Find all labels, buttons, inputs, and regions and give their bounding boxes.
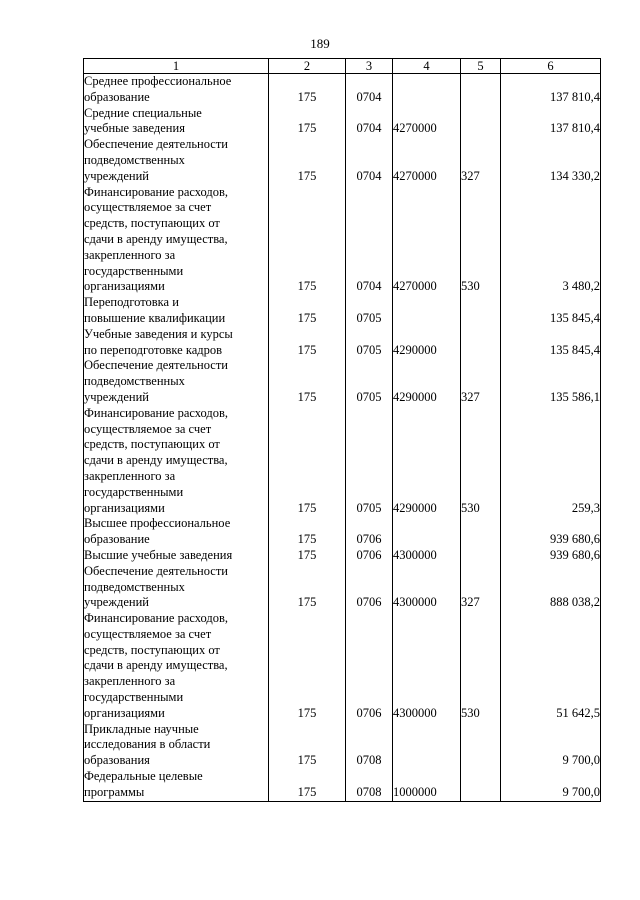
section-code: 0705	[346, 327, 393, 359]
chapter-code: 175	[269, 137, 346, 184]
table-row	[84, 516, 601, 548]
amount: 135 586,1	[501, 358, 601, 405]
chapter-code: 175	[269, 516, 346, 548]
expense-type-code: 327	[461, 137, 501, 184]
target-article-code	[393, 516, 461, 548]
row-name: Учебные заведения и курсы по переподготовке кадров	[84, 327, 269, 359]
amount: 259,3	[501, 406, 601, 517]
amount: 51 642,5	[501, 611, 601, 722]
row-name: Высшие учебные заведения	[84, 548, 269, 564]
amount: 135 845,4	[501, 327, 601, 359]
table-row	[84, 137, 601, 184]
section-code: 0704	[346, 74, 393, 106]
table-row	[84, 327, 601, 359]
section-code: 0705	[346, 358, 393, 405]
row-name: Высшее профессиональное образование	[84, 516, 269, 548]
budget-table	[83, 58, 601, 802]
row-name: Переподготовка и повышение квалификации	[84, 295, 269, 327]
chapter-code: 175	[269, 327, 346, 359]
section-code: 0704	[346, 137, 393, 184]
table-row	[84, 548, 601, 564]
section-code: 0708	[346, 769, 393, 801]
expense-type-code	[461, 516, 501, 548]
chapter-code: 175	[269, 185, 346, 296]
page-number: 189	[310, 36, 330, 51]
expense-type-code: 327	[461, 564, 501, 611]
row-name: Федеральные целевые программы	[84, 769, 269, 801]
row-name: Обеспечение деятельности подведомственных учреждений	[84, 564, 269, 611]
expense-type-code	[461, 769, 501, 801]
section-code: 0704	[346, 106, 393, 138]
column-header: 3	[346, 59, 393, 74]
target-article-code: 4290000	[393, 358, 461, 405]
section-code: 0706	[346, 564, 393, 611]
target-article-code: 4300000	[393, 548, 461, 564]
target-article-code: 4300000	[393, 564, 461, 611]
chapter-code: 175	[269, 406, 346, 517]
table-row	[84, 406, 601, 517]
target-article-code	[393, 295, 461, 327]
target-article-code	[393, 722, 461, 769]
chapter-code: 175	[269, 74, 346, 106]
table-row	[84, 106, 601, 138]
chapter-code: 175	[269, 358, 346, 405]
expense-type-code: 327	[461, 358, 501, 405]
chapter-code: 175	[269, 722, 346, 769]
target-article-code: 4290000	[393, 406, 461, 517]
expense-type-code	[461, 327, 501, 359]
section-code: 0706	[346, 611, 393, 722]
target-article-code: 4270000	[393, 137, 461, 184]
chapter-code: 175	[269, 611, 346, 722]
table-row	[84, 74, 601, 106]
target-article-code: 4270000	[393, 106, 461, 138]
chapter-code: 175	[269, 769, 346, 801]
expense-type-code: 530	[461, 185, 501, 296]
row-name: Прикладные научные исследования в области образования	[84, 722, 269, 769]
table-row	[84, 358, 601, 405]
amount: 939 680,6	[501, 516, 601, 548]
row-name: Обеспечение деятельности подведомственных учреждений	[84, 137, 269, 184]
table-row	[84, 564, 601, 611]
expense-type-code: 530	[461, 406, 501, 517]
row-name: Средние специальные учебные заведения	[84, 106, 269, 138]
expense-type-code: 530	[461, 611, 501, 722]
expense-type-code	[461, 106, 501, 138]
target-article-code: 1000000	[393, 769, 461, 801]
table-row	[84, 611, 601, 722]
expense-type-code	[461, 74, 501, 106]
table-row	[84, 185, 601, 296]
expense-type-code	[461, 722, 501, 769]
target-article-code: 4270000	[393, 185, 461, 296]
table-row	[84, 722, 601, 769]
header-row	[84, 59, 601, 74]
row-name: Финансирование расходов, осуществляемое за счет средств, поступающих от сдачи в аренду имущества, закрепленного за государственными организациями	[84, 406, 269, 517]
section-code: 0708	[346, 722, 393, 769]
row-name: Финансирование расходов, осуществляемое за счет средств, поступающих от сдачи в аренду имущества, закрепленного за государственными организациями	[84, 185, 269, 296]
column-header: 4	[393, 59, 461, 74]
chapter-code: 175	[269, 564, 346, 611]
amount: 134 330,2	[501, 137, 601, 184]
section-code: 0706	[346, 548, 393, 564]
target-article-code: 4300000	[393, 611, 461, 722]
table-row	[84, 769, 601, 801]
amount: 9 700,0	[501, 722, 601, 769]
column-header: 6	[501, 59, 601, 74]
section-code: 0705	[346, 406, 393, 517]
amount: 137 810,4	[501, 74, 601, 106]
expense-type-code	[461, 295, 501, 327]
target-article-code	[393, 74, 461, 106]
amount: 137 810,4	[501, 106, 601, 138]
section-code: 0706	[346, 516, 393, 548]
column-header: 1	[84, 59, 269, 74]
row-name: Обеспечение деятельности подведомственных учреждений	[84, 358, 269, 405]
chapter-code: 175	[269, 548, 346, 564]
amount: 135 845,4	[501, 295, 601, 327]
target-article-code: 4290000	[393, 327, 461, 359]
amount: 939 680,6	[501, 548, 601, 564]
amount: 888 038,2	[501, 564, 601, 611]
row-name: Финансирование расходов, осуществляемое за счет средств, поступающих от сдачи в аренду имущества, закрепленного за государственными организациями	[84, 611, 269, 722]
expense-type-code	[461, 548, 501, 564]
row-name: Среднее профессиональное образование	[84, 74, 269, 106]
table-row	[84, 295, 601, 327]
amount: 3 480,2	[501, 185, 601, 296]
section-code: 0705	[346, 295, 393, 327]
amount: 9 700,0	[501, 769, 601, 801]
column-header: 2	[269, 59, 346, 74]
column-header: 5	[461, 59, 501, 74]
chapter-code: 175	[269, 295, 346, 327]
section-code: 0704	[346, 185, 393, 296]
chapter-code: 175	[269, 106, 346, 138]
